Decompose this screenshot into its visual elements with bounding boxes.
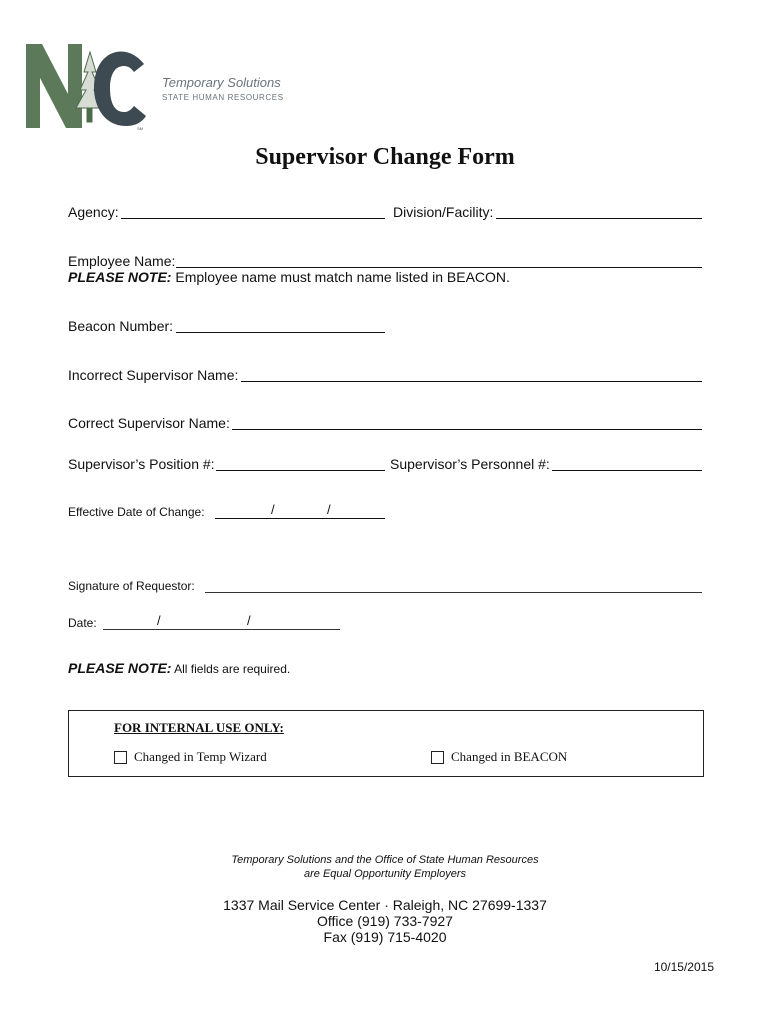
date-separator: / — [271, 502, 275, 517]
footer-eoe-line-1: Temporary Solutions and the Office of State Human Resources — [231, 854, 539, 866]
footer-eoe-line-2: are Equal Opportunity Employers — [303, 868, 467, 880]
temp-wizard-label: Changed in Temp Wizard — [134, 749, 267, 764]
supervisor-personnel-field[interactable] — [552, 470, 702, 471]
signature-label: Signature of Requestor: — [68, 579, 195, 593]
footer-fax: Fax (919) 715-4020 — [323, 929, 447, 945]
supervisor-position-field[interactable] — [216, 470, 385, 471]
beacon-label: Changed in BEACON — [451, 749, 568, 764]
logo-tagline-primary: Temporary Solutions — [162, 75, 281, 90]
division-field[interactable] — [496, 218, 702, 219]
supervisor-personnel-label: Supervisor’s Personnel #: — [390, 456, 550, 472]
effective-date-label: Effective Date of Change: — [68, 505, 205, 519]
signature-field[interactable] — [205, 592, 702, 593]
date-label: Date: — [68, 616, 97, 630]
note-text: All fields are required. — [171, 662, 291, 676]
internal-use-box — [68, 710, 704, 777]
form-title: Supervisor Change Form — [255, 144, 515, 170]
date-separator: / — [327, 502, 331, 517]
correct-supervisor-label: Correct Supervisor Name: — [68, 415, 230, 431]
division-label: Division/Facility: — [393, 204, 494, 220]
date-field[interactable] — [103, 629, 340, 630]
employee-name-field[interactable] — [176, 267, 702, 268]
incorrect-supervisor-label: Incorrect Supervisor Name: — [68, 367, 239, 383]
incorrect-supervisor-field[interactable] — [241, 381, 702, 382]
note-emphasis: PLEASE NOTE: — [68, 660, 172, 676]
footer-address: 1337 Mail Service Center · Raleigh, NC 27699-1337 — [223, 897, 547, 913]
date-separator: / — [247, 613, 251, 628]
date-separator: / — [157, 613, 161, 628]
note-emphasis: PLEASE NOTE: — [68, 269, 172, 285]
nc-tree-logo-icon — [24, 42, 160, 132]
beacon-number-label: Beacon Number: — [68, 318, 174, 334]
correct-supervisor-field[interactable] — [232, 429, 702, 430]
required-fields-note — [68, 660, 290, 676]
beacon-number-field[interactable] — [176, 332, 385, 333]
effective-date-field[interactable] — [215, 518, 385, 519]
beacon-checkbox[interactable] — [431, 751, 444, 764]
note-text: Employee name must match name listed in BEACON. — [171, 269, 510, 285]
svg-text:SM: SM — [137, 126, 143, 131]
agency-field[interactable] — [121, 218, 385, 219]
supervisor-position-label: Supervisor’s Position #: — [68, 456, 215, 472]
temp-wizard-checkbox[interactable] — [114, 751, 127, 764]
logo-tagline-secondary: STATE HUMAN RESOURCES — [162, 93, 284, 102]
agency-label: Agency: — [68, 204, 119, 220]
footer-office-phone: Office (919) 733-7927 — [317, 913, 453, 929]
employee-name-label: Employee Name: — [68, 253, 176, 269]
employee-name-note — [68, 269, 510, 285]
nc-logo — [24, 42, 284, 132]
internal-use-title: FOR INTERNAL USE ONLY: — [114, 720, 284, 735]
revision-date: 10/15/2015 — [653, 960, 714, 974]
